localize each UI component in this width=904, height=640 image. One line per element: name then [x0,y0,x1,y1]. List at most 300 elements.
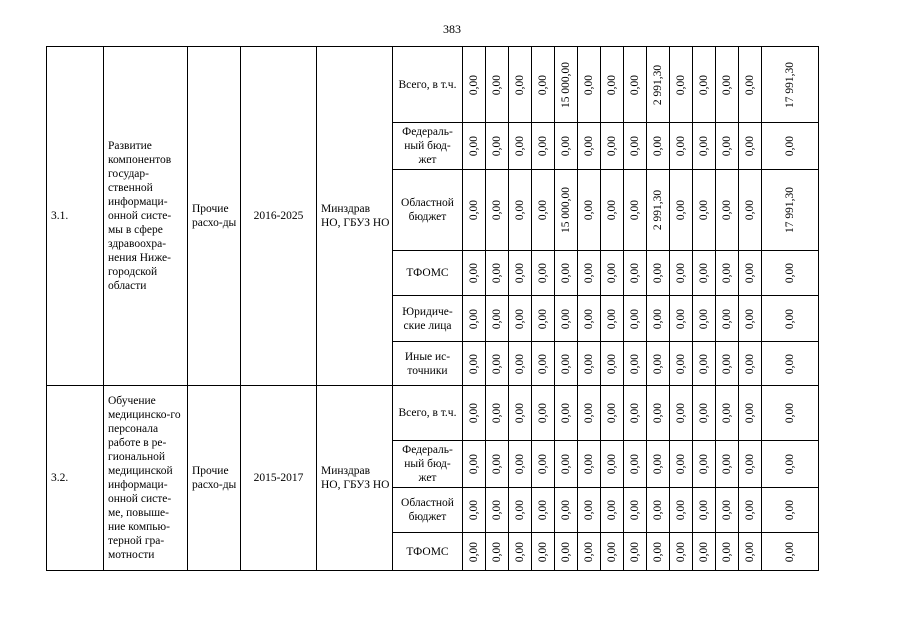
value-text: 0,00 [675,262,687,284]
value-cell [486,123,509,170]
value-cell [532,170,555,251]
value-cell [762,296,819,342]
value-text: 0,00 [560,135,572,157]
value-text: 2 991,30 [652,189,664,231]
value-cell [509,533,532,571]
value-text: 0,00 [537,402,549,424]
value-cell [555,441,578,488]
value-cell [647,170,670,251]
value-text: 0,00 [468,353,480,374]
value-cell [509,441,532,488]
value-cell [739,170,762,251]
value-cell [555,123,578,170]
value-cell [693,170,716,251]
value-text: 0,00 [698,541,710,562]
value-cell [670,170,693,251]
value-cell [670,296,693,342]
value-cell [762,342,819,386]
value-cell [532,251,555,296]
measure-name: Развитие компонентов государ-ственной информаци-онной систе-мы в сфере здравоохра-нения Ниже-городской области [104,47,188,386]
funding-source: Иные ис-точники [393,342,463,386]
value-text: 0,00 [784,453,796,475]
value-text: 0,00 [698,262,710,284]
value-cell [739,47,762,123]
value-text: 0,00 [652,453,664,475]
value-text: 0,00 [744,74,756,95]
value-text: 0,00 [698,308,710,329]
value-cell [601,386,624,441]
value-cell [486,170,509,251]
value-cell [716,251,739,296]
value-cell [716,170,739,251]
value-cell [486,251,509,296]
value-text: 0,00 [537,199,549,221]
value-text: 15 000,00 [560,61,572,108]
value-cell [624,170,647,251]
value-text: 0,00 [514,353,526,374]
value-text: 0,00 [491,308,503,329]
value-cell [716,342,739,386]
value-cell [762,170,819,251]
value-text: 0,00 [583,353,595,374]
value-text: 0,00 [629,541,641,562]
value-cell [762,441,819,488]
value-cell [601,441,624,488]
value-cell [739,123,762,170]
value-cell [670,441,693,488]
value-text: 0,00 [514,499,526,521]
value-text: 0,00 [675,353,687,374]
page-number: 383 [443,22,461,36]
value-text: 0,00 [606,402,618,424]
value-cell [578,441,601,488]
value-cell [670,342,693,386]
value-text: 0,00 [514,74,526,95]
value-text: 0,00 [491,453,503,475]
value-text: 0,00 [560,541,572,562]
value-text: 0,00 [514,135,526,157]
value-cell [486,296,509,342]
value-cell [578,251,601,296]
value-text: 0,00 [675,541,687,562]
value-cell [532,47,555,123]
value-text: 0,00 [560,353,572,374]
value-cell [532,342,555,386]
value-text: 15 000,00 [560,187,572,233]
value-text: 0,00 [491,541,503,562]
value-cell [624,47,647,123]
period: 2015-2017 [241,386,317,571]
value-cell [601,296,624,342]
value-cell [532,296,555,342]
value-cell [509,488,532,533]
value-cell [463,123,486,170]
value-cell [601,251,624,296]
value-cell [670,251,693,296]
value-cell [486,47,509,123]
value-cell [762,251,819,296]
value-cell [578,533,601,571]
value-cell [739,296,762,342]
value-text: 0,00 [652,308,664,329]
value-text: 0,00 [537,308,549,329]
funding-source: Федераль-ный бюд-жет [393,123,463,170]
value-text: 0,00 [514,541,526,562]
value-cell [716,47,739,123]
value-cell [601,488,624,533]
value-cell [762,533,819,571]
value-text: 0,00 [583,541,595,562]
value-cell [647,342,670,386]
value-cell [716,386,739,441]
value-cell [486,342,509,386]
value-text: 0,00 [629,453,641,475]
value-text: 0,00 [652,541,664,562]
value-cell [578,296,601,342]
value-text: 0,00 [629,402,641,424]
value-cell [509,251,532,296]
value-text: 0,00 [721,402,733,424]
value-text: 0,00 [468,402,480,424]
value-cell [555,170,578,251]
value-text: 0,00 [698,74,710,95]
value-cell [555,488,578,533]
value-cell [647,441,670,488]
value-text: 0,00 [514,453,526,475]
value-text: 0,00 [629,74,641,95]
value-text: 0,00 [744,199,756,221]
value-text: 0,00 [744,135,756,157]
value-text: 0,00 [652,135,664,157]
value-text: 0,00 [491,499,503,521]
table-row [47,47,819,123]
period: 2016-2025 [241,47,317,386]
value-cell [463,296,486,342]
value-cell [624,386,647,441]
value-text: 0,00 [698,199,710,221]
value-text: 0,00 [514,262,526,284]
value-text: 17 991,30 [784,187,796,233]
value-cell [601,123,624,170]
value-text: 0,00 [537,499,549,521]
value-cell [578,342,601,386]
value-text: 0,00 [784,353,796,374]
value-cell [601,533,624,571]
value-text: 0,00 [537,541,549,562]
value-cell [601,170,624,251]
value-cell [693,47,716,123]
value-text: 0,00 [721,453,733,475]
value-cell [555,251,578,296]
value-text: 0,00 [560,499,572,521]
value-text: 0,00 [606,308,618,329]
value-cell [532,441,555,488]
value-cell [670,123,693,170]
value-cell [670,386,693,441]
value-cell [647,47,670,123]
expense-type: Прочие расхо-ды [188,47,241,386]
value-cell [624,296,647,342]
funding-source: Всего, в т.ч. [393,386,463,441]
value-text: 0,00 [698,353,710,374]
value-cell [716,296,739,342]
value-text: 0,00 [675,74,687,95]
value-text: 0,00 [537,135,549,157]
value-text: 0,00 [583,74,595,95]
value-text: 0,00 [560,402,572,424]
value-cell [463,386,486,441]
value-cell [647,251,670,296]
row-number: 3.1. [47,47,104,386]
value-text: 0,00 [491,402,503,424]
table-row [47,386,819,441]
value-cell [463,342,486,386]
value-cell [532,386,555,441]
value-cell [693,296,716,342]
value-text: 0,00 [721,74,733,95]
value-cell [624,251,647,296]
value-cell [555,47,578,123]
value-text: 0,00 [514,308,526,329]
value-cell [578,170,601,251]
value-cell [463,533,486,571]
value-text: 0,00 [629,353,641,374]
value-text: 0,00 [491,199,503,221]
value-text: 0,00 [675,199,687,221]
value-text: 0,00 [784,135,796,157]
value-text: 0,00 [514,402,526,424]
value-text: 0,00 [537,453,549,475]
value-text: 0,00 [721,199,733,221]
value-text: 0,00 [784,262,796,284]
value-cell [578,386,601,441]
value-cell [486,533,509,571]
value-text: 0,00 [721,135,733,157]
value-text: 0,00 [560,262,572,284]
value-text: 0,00 [675,402,687,424]
value-text: 0,00 [583,135,595,157]
value-text: 0,00 [514,199,526,221]
value-text: 0,00 [537,353,549,374]
value-text: 0,00 [652,353,664,374]
value-text: 0,00 [468,541,480,562]
value-cell [693,386,716,441]
value-cell [463,170,486,251]
value-text: 0,00 [491,353,503,374]
funding-source: ТФОМС [393,251,463,296]
value-cell [486,386,509,441]
value-cell [624,441,647,488]
value-cell [762,488,819,533]
value-cell [647,386,670,441]
value-text: 0,00 [675,308,687,329]
value-text: 0,00 [583,402,595,424]
value-cell [555,386,578,441]
value-text: 0,00 [606,262,618,284]
value-text: 0,00 [583,262,595,284]
value-text: 0,00 [784,308,796,329]
row-number: 3.2. [47,386,104,571]
value-text: 0,00 [675,135,687,157]
value-text: 0,00 [744,499,756,521]
value-text: 0,00 [652,499,664,521]
value-text: 0,00 [491,262,503,284]
responsible-org: Минздрав НО, ГБУЗ НО [317,386,393,571]
value-cell [716,123,739,170]
value-cell [463,441,486,488]
value-text: 0,00 [675,453,687,475]
funding-source: Всего, в т.ч. [393,47,463,123]
value-text: 0,00 [629,308,641,329]
value-cell [670,47,693,123]
value-text: 0,00 [468,199,480,221]
value-cell [624,533,647,571]
value-text: 0,00 [606,199,618,221]
value-cell [532,533,555,571]
value-text: 0,00 [652,262,664,284]
value-cell [532,123,555,170]
value-text: 0,00 [698,453,710,475]
value-text: 0,00 [468,453,480,475]
value-text: 0,00 [744,353,756,374]
value-text: 17 991,30 [784,61,796,108]
value-cell [762,47,819,123]
value-text: 0,00 [583,308,595,329]
value-text: 0,00 [721,262,733,284]
value-cell [762,386,819,441]
funding-source: Областной бюджет [393,488,463,533]
value-text: 0,00 [744,308,756,329]
value-cell [555,342,578,386]
value-cell [555,533,578,571]
value-text: 0,00 [468,499,480,521]
value-text: 0,00 [606,541,618,562]
value-cell [601,47,624,123]
value-text: 0,00 [744,541,756,562]
value-text: 0,00 [606,453,618,475]
value-cell [647,533,670,571]
value-text: 0,00 [744,262,756,284]
value-cell [693,488,716,533]
value-cell [624,123,647,170]
value-cell [716,533,739,571]
value-cell [739,488,762,533]
value-text: 0,00 [560,308,572,329]
value-cell [647,123,670,170]
value-text: 0,00 [721,499,733,521]
value-text: 0,00 [583,499,595,521]
value-text: 0,00 [583,453,595,475]
value-text: 0,00 [784,499,796,521]
funding-source: Областной бюджет [393,170,463,251]
value-text: 0,00 [583,199,595,221]
value-text: 0,00 [537,262,549,284]
funding-source: Федераль-ный бюд-жет [393,441,463,488]
value-cell [670,488,693,533]
value-text: 0,00 [629,499,641,521]
value-text: 0,00 [744,453,756,475]
value-cell [578,123,601,170]
value-text: 0,00 [629,199,641,221]
funding-source: Юридиче-ские лица [393,296,463,342]
value-cell [716,441,739,488]
value-cell [509,123,532,170]
value-text: 2 991,30 [652,64,664,105]
value-text: 0,00 [560,453,572,475]
value-cell [693,342,716,386]
value-cell [739,533,762,571]
measure-name: Обучение медицинско-го персонала работе в ре-гиональной медицинской информаци-онной систе-ме, повыше-ние компью-терной гра-мотности [104,386,188,571]
value-cell [739,251,762,296]
value-text: 0,00 [744,402,756,424]
value-cell [463,251,486,296]
value-text: 0,00 [784,541,796,562]
value-text: 0,00 [468,262,480,284]
value-cell [716,488,739,533]
value-cell [578,47,601,123]
value-text: 0,00 [606,499,618,521]
value-cell [463,47,486,123]
value-cell [739,386,762,441]
value-text: 0,00 [675,499,687,521]
value-cell [739,342,762,386]
value-text: 0,00 [468,135,480,157]
value-cell [486,488,509,533]
value-text: 0,00 [468,74,480,95]
value-text: 0,00 [721,541,733,562]
value-text: 0,00 [629,135,641,157]
value-text: 0,00 [629,262,641,284]
value-cell [693,441,716,488]
value-cell [693,251,716,296]
value-cell [578,488,601,533]
value-cell [739,441,762,488]
value-text: 0,00 [606,353,618,374]
value-cell [693,123,716,170]
value-cell [555,296,578,342]
funding-source: ТФОМС [393,533,463,571]
value-cell [624,342,647,386]
value-text: 0,00 [721,353,733,374]
responsible-org: Минздрав НО, ГБУЗ НО [317,47,393,386]
value-text: 0,00 [606,135,618,157]
value-text: 0,00 [491,74,503,95]
value-cell [509,170,532,251]
expense-type: Прочие расхо-ды [188,386,241,571]
value-cell [532,488,555,533]
value-text: 0,00 [698,499,710,521]
value-cell [463,488,486,533]
value-cell [647,296,670,342]
value-cell [693,533,716,571]
value-text: 0,00 [721,308,733,329]
value-cell [647,488,670,533]
value-text: 0,00 [784,402,796,424]
value-cell [509,386,532,441]
value-cell [624,488,647,533]
value-text: 0,00 [698,135,710,157]
value-cell [509,47,532,123]
value-cell [601,342,624,386]
value-text: 0,00 [698,402,710,424]
value-text: 0,00 [606,74,618,95]
value-cell [509,296,532,342]
value-text: 0,00 [491,135,503,157]
budget-table [46,46,819,571]
value-cell [762,123,819,170]
value-cell [509,342,532,386]
value-text: 0,00 [537,74,549,95]
